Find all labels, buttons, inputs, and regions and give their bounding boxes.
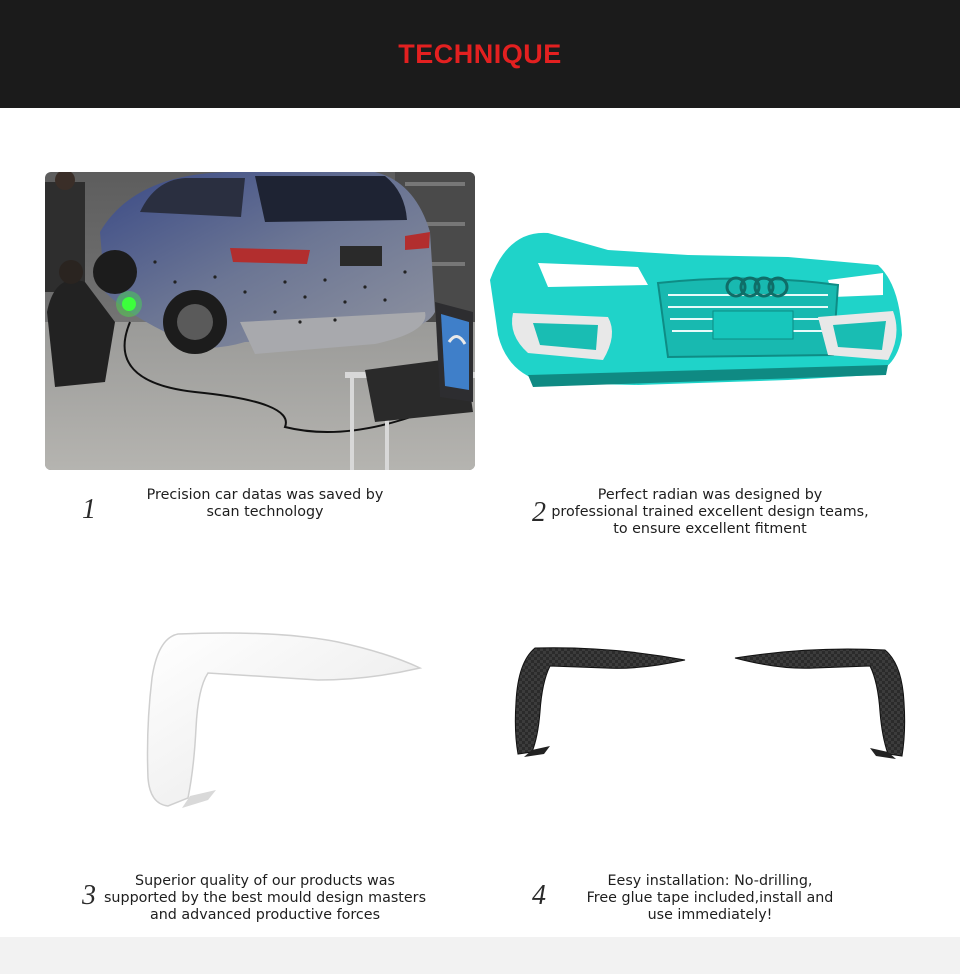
step-number-1: 1: [82, 494, 96, 525]
step-number-2: 2: [532, 497, 546, 528]
step-caption-1: [125, 487, 405, 521]
step-4-line-2: Free glue tape included,install and: [586, 890, 834, 906]
step-1-line-2: scan technology: [206, 504, 324, 520]
carbon-trim-pair-product: [510, 642, 910, 764]
step-2-line-3: to ensure excellent fitment: [613, 521, 807, 537]
scan-workshop-photo: [45, 172, 475, 470]
step-caption-4: [580, 873, 840, 924]
bumper-scan-render: [488, 225, 908, 400]
step-4-line-3: use immediately!: [647, 907, 773, 923]
step-3-line-1: Superior quality of our products was: [135, 873, 395, 889]
step-4-line-1: Eesy installation: No-drilling,: [607, 873, 813, 889]
step-3-line-3: and advanced productive forces: [149, 907, 381, 923]
step-number-3: 3: [82, 880, 96, 911]
white-trim-product: [138, 628, 423, 813]
step-caption-3: [100, 873, 430, 924]
page-title: TECHNIQUE: [398, 38, 562, 69]
step-2-line-1: Perfect radian was designed by: [597, 487, 823, 503]
step-caption-2: [550, 487, 870, 538]
header-bar: [0, 0, 960, 108]
footer-strip: [0, 937, 960, 974]
step-number-4: 4: [532, 880, 546, 911]
step-1-line-1: Precision car datas was saved by: [146, 487, 384, 503]
step-3-line-2: supported by the best mould design masters: [103, 890, 427, 906]
step-2-line-2: professional trained excellent design teams,: [551, 504, 869, 520]
